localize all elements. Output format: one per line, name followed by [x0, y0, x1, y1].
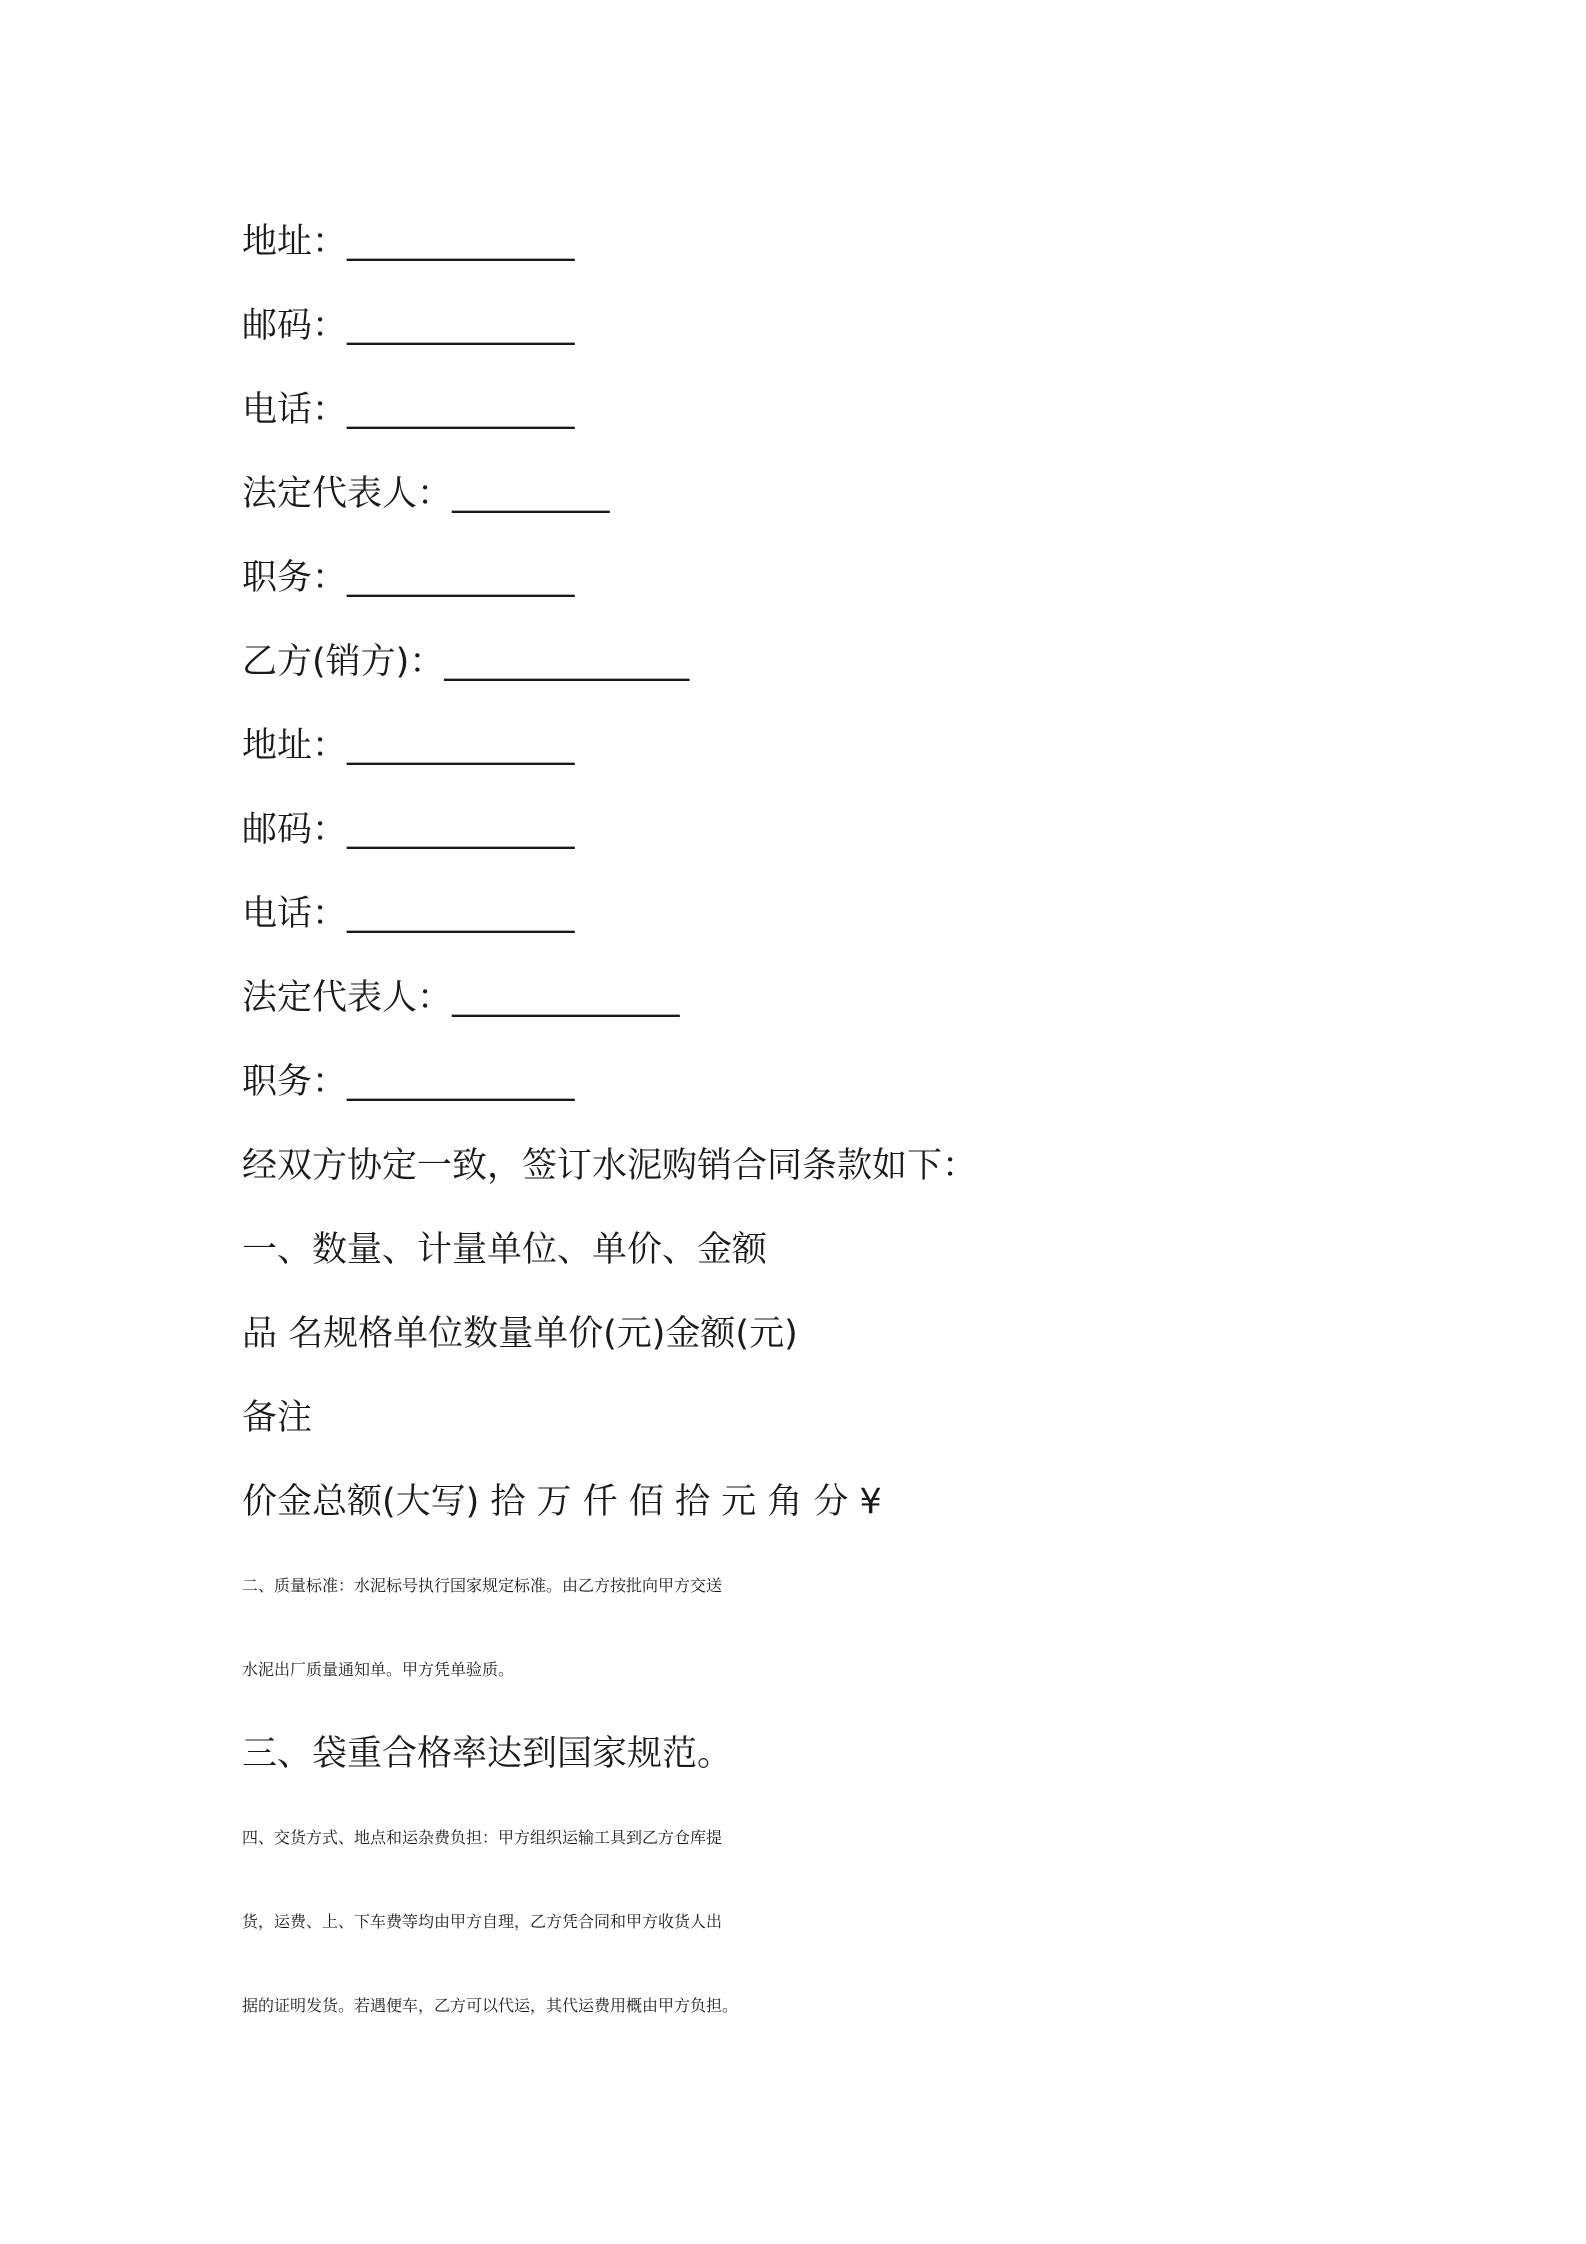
seller-position-label: 职务：_____________	[242, 1062, 575, 1102]
buyer-phone-label: 电话：_____________	[242, 390, 575, 430]
seller-postcode-label: 邮码：_____________	[242, 810, 575, 850]
seller-legal-rep-line	[242, 956, 1362, 1040]
buyer-position-line	[242, 536, 1362, 620]
seller-phone-line	[242, 872, 1362, 956]
buyer-postcode-line	[242, 284, 1362, 368]
table-header-text: 品 名规格单位数量单价(元)金额(元)	[242, 1314, 798, 1354]
seller-address-line	[242, 704, 1362, 788]
section-1-heading: 一、数量、计量单位、单价、金额	[242, 1230, 768, 1270]
buyer-address-line	[242, 200, 1362, 284]
section-4-line-3: 据的证明发货。若遇便车，乙方可以代运，其代运费用概由甲方负担。	[242, 1996, 739, 2015]
contract-body	[242, 200, 1362, 2048]
buyer-phone-line	[242, 368, 1362, 452]
seller-party-line	[242, 620, 1362, 704]
buyer-legal-rep-label: 法定代表人：_________	[242, 474, 610, 514]
seller-postcode-line	[242, 788, 1362, 872]
seller-phone-label: 电话：_____________	[242, 894, 575, 934]
buyer-address-label: 地址：_____________	[242, 222, 575, 262]
seller-position-line	[242, 1040, 1362, 1124]
buyer-position-label: 职务：_____________	[242, 558, 575, 598]
seller-address-label: 地址：_____________	[242, 726, 575, 766]
buyer-postcode-label: 邮码：_____________	[242, 306, 575, 346]
seller-legal-rep-label: 法定代表人：_____________	[242, 978, 680, 1018]
total-amount-line: 价金总额(大写) 拾 万 仟 佰 拾 元 角 分 ¥	[242, 1482, 882, 1522]
section-4-paragraph	[242, 1796, 1362, 2048]
section-4-line-2: 货，运费、上、下车费等均由甲方自理，乙方凭合同和甲方收货人出	[242, 1912, 723, 1931]
agreement-intro: 经双方协定一致，签订水泥购销合同条款如下：	[242, 1146, 978, 1186]
section-3-paragraph: 三、袋重合格率达到国家规范。	[242, 1734, 733, 1774]
section-4-line-1: 四、交货方式、地点和运杂费负担：甲方组织运输工具到乙方仓库提	[242, 1828, 723, 1847]
section-2-line-1: 二、质量标准：水泥标号执行国家规定标准。由乙方按批向甲方交送	[242, 1576, 723, 1595]
section-2-paragraph	[242, 1544, 1362, 1712]
remarks-label: 备注	[242, 1398, 313, 1438]
seller-party-label: 乙方(销方)：______________	[242, 642, 690, 682]
buyer-legal-rep-line	[242, 452, 1362, 536]
section-2-line-2: 水泥出厂质量通知单。甲方凭单验质。	[242, 1660, 515, 1679]
